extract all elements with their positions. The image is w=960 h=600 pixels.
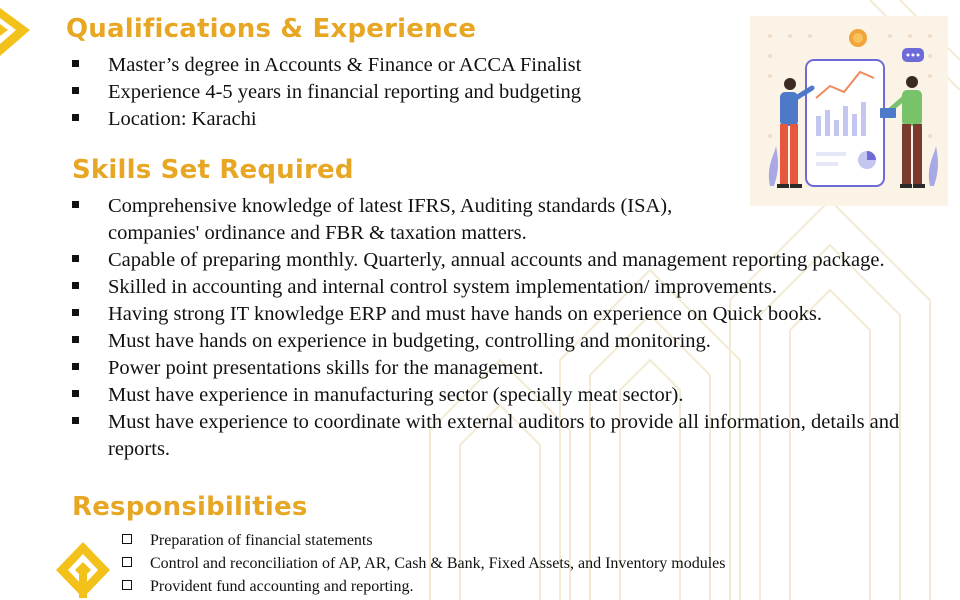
- list-item: Having strong IT knowledge ERP and must have hands on experience on Quick books.: [72, 301, 952, 328]
- checkbox-bullet-icon: [122, 534, 132, 544]
- list-item: Location: Karachi: [72, 106, 712, 133]
- square-bullet-icon: [72, 363, 79, 370]
- responsibilities-heading: Responsibilities: [72, 492, 308, 522]
- qualifications-list: [72, 52, 712, 133]
- square-bullet-icon: [72, 309, 79, 316]
- list-item: Power point presentations skills for the management.: [72, 355, 952, 382]
- business-presentation-illustration: [750, 16, 948, 206]
- square-bullet-icon: [72, 114, 79, 121]
- list-item: Capable of preparing monthly. Quarterly, annual accounts and management reporting package.: [72, 247, 908, 274]
- square-bullet-icon: [72, 87, 79, 94]
- list-item: Must have experience to coordinate with external auditors to provide all information, details and reports.: [72, 409, 908, 463]
- list-item: Comprehensive knowledge of latest IFRS, Auditing standards (ISA), companies' ordinance and FBR & taxation matters.: [72, 193, 748, 247]
- skills-heading: Skills Set Required: [72, 155, 354, 185]
- list-item: Experience 4-5 years in financial reporting and budgeting: [72, 79, 712, 106]
- list-item: Control and reconciliation of AP, AR, Cash & Bank, Fixed Assets, and Inventory modules: [122, 552, 882, 575]
- list-item: Must have experience in manufacturing sector (specially meat sector).: [72, 382, 952, 409]
- responsibilities-list: [122, 529, 882, 598]
- square-bullet-icon: [72, 60, 79, 67]
- list-item: Provident fund accounting and reporting.: [122, 575, 882, 598]
- square-bullet-icon: [72, 255, 79, 262]
- list-item: Skilled in accounting and internal control system implementation/ improvements.: [72, 274, 952, 301]
- list-item: Preparation of financial statements: [122, 529, 882, 552]
- square-bullet-icon: [72, 390, 79, 397]
- qualifications-heading: Qualifications & Experience: [66, 14, 477, 44]
- bottom-diamond-logo: [54, 540, 112, 600]
- list-item: Master’s degree in Accounts & Finance or ACCA Finalist: [72, 52, 712, 79]
- skills-list: [72, 193, 952, 463]
- square-bullet-icon: [72, 417, 79, 424]
- corner-diamond-logo: [0, 0, 40, 60]
- checkbox-bullet-icon: [122, 580, 132, 590]
- square-bullet-icon: [72, 282, 79, 289]
- square-bullet-icon: [72, 336, 79, 343]
- square-bullet-icon: [72, 201, 79, 208]
- checkbox-bullet-icon: [122, 557, 132, 567]
- list-item: Must have hands on experience in budgeting, controlling and monitoring.: [72, 328, 952, 355]
